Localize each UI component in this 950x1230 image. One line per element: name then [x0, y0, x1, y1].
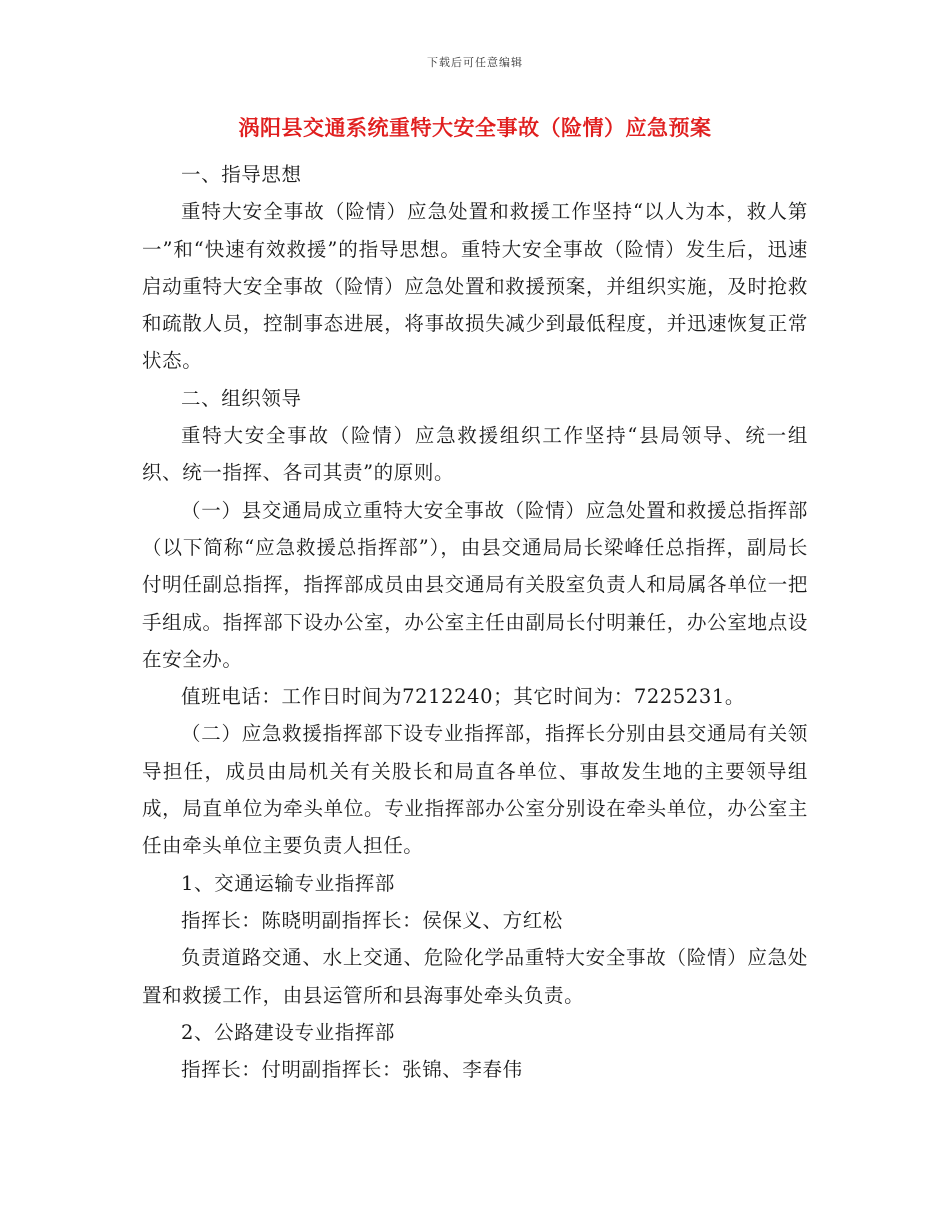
paragraph-guiding-ideology: 重特大安全事故（险情）应急处置和救援工作坚持“以人为本，救人第一”和“快速有效救援”的指导思想。重特大安全事故（险情）发生后，迅速启动重特大安全事故（险情）应急处置和救援预案，并组织实施，及时抢救和疏散人员，控制事态进展，将事故损失减少到最低程度，并迅速恢复正常状态。 — [142, 200, 808, 373]
heading-organization: 二、组织领导 — [181, 386, 302, 410]
paragraph-duty-phone: 值班电话：工作日时间为7212240；其它时间为：7225231。 — [181, 685, 745, 709]
paragraph-general-command: （一）县交通局成立重特大安全事故（险情）应急处置和救援总指挥部（以下简称“应急救援总指挥部”），由县交通局局长梁峰任总指挥，副局长付明任副总指挥，指挥部成员由县交通局有关股室负责人和局属各单位一把手组成。指挥部下设办公室，办公室主任由副局长付明兼任，办公室地点设在安全办。 — [142, 498, 808, 671]
heading-guiding-ideology: 一、指导思想 — [181, 163, 302, 186]
paragraph-highway-leaders: 指挥长：付明副指挥长：张锦、李春伟 — [181, 1058, 523, 1082]
paragraph-transport-leaders: 指挥长：陈晓明副指挥长：侯保义、方红松 — [181, 908, 563, 932]
paragraph-transport-duties: 负责道路交通、水上交通、危险化学品重特大安全事故（险情）应急处置和救援工作，由县运管所和县海事处牵头负责。 — [142, 946, 808, 1007]
paragraph-professional-command: （二）应急救援指挥部下设专业指挥部，指挥长分别由县交通局有关领导担任，成员由局机关有关股长和局直各单位、事故发生地的主要领导组成，局直单位为牵头单位。专业指挥部办公室分别设在牵头单位，办公室主任由牵头单位主要负责人担任。 — [142, 722, 808, 858]
heading-highway-command: 2、公路建设专业指挥部 — [181, 1020, 396, 1044]
header-note: 下载后可任意编辑 — [427, 56, 523, 69]
paragraph-organization-principle: 重特大安全事故（险情）应急救援组织工作坚持“县局领导、统一组织、统一指挥、各司其责”的原则。 — [142, 424, 808, 485]
heading-transport-command: 1、交通运输专业指挥部 — [181, 871, 396, 895]
document-body — [142, 156, 808, 1088]
document-title: 涡阳县交通系统重特大安全事故（险情）应急预案 — [238, 115, 712, 140]
